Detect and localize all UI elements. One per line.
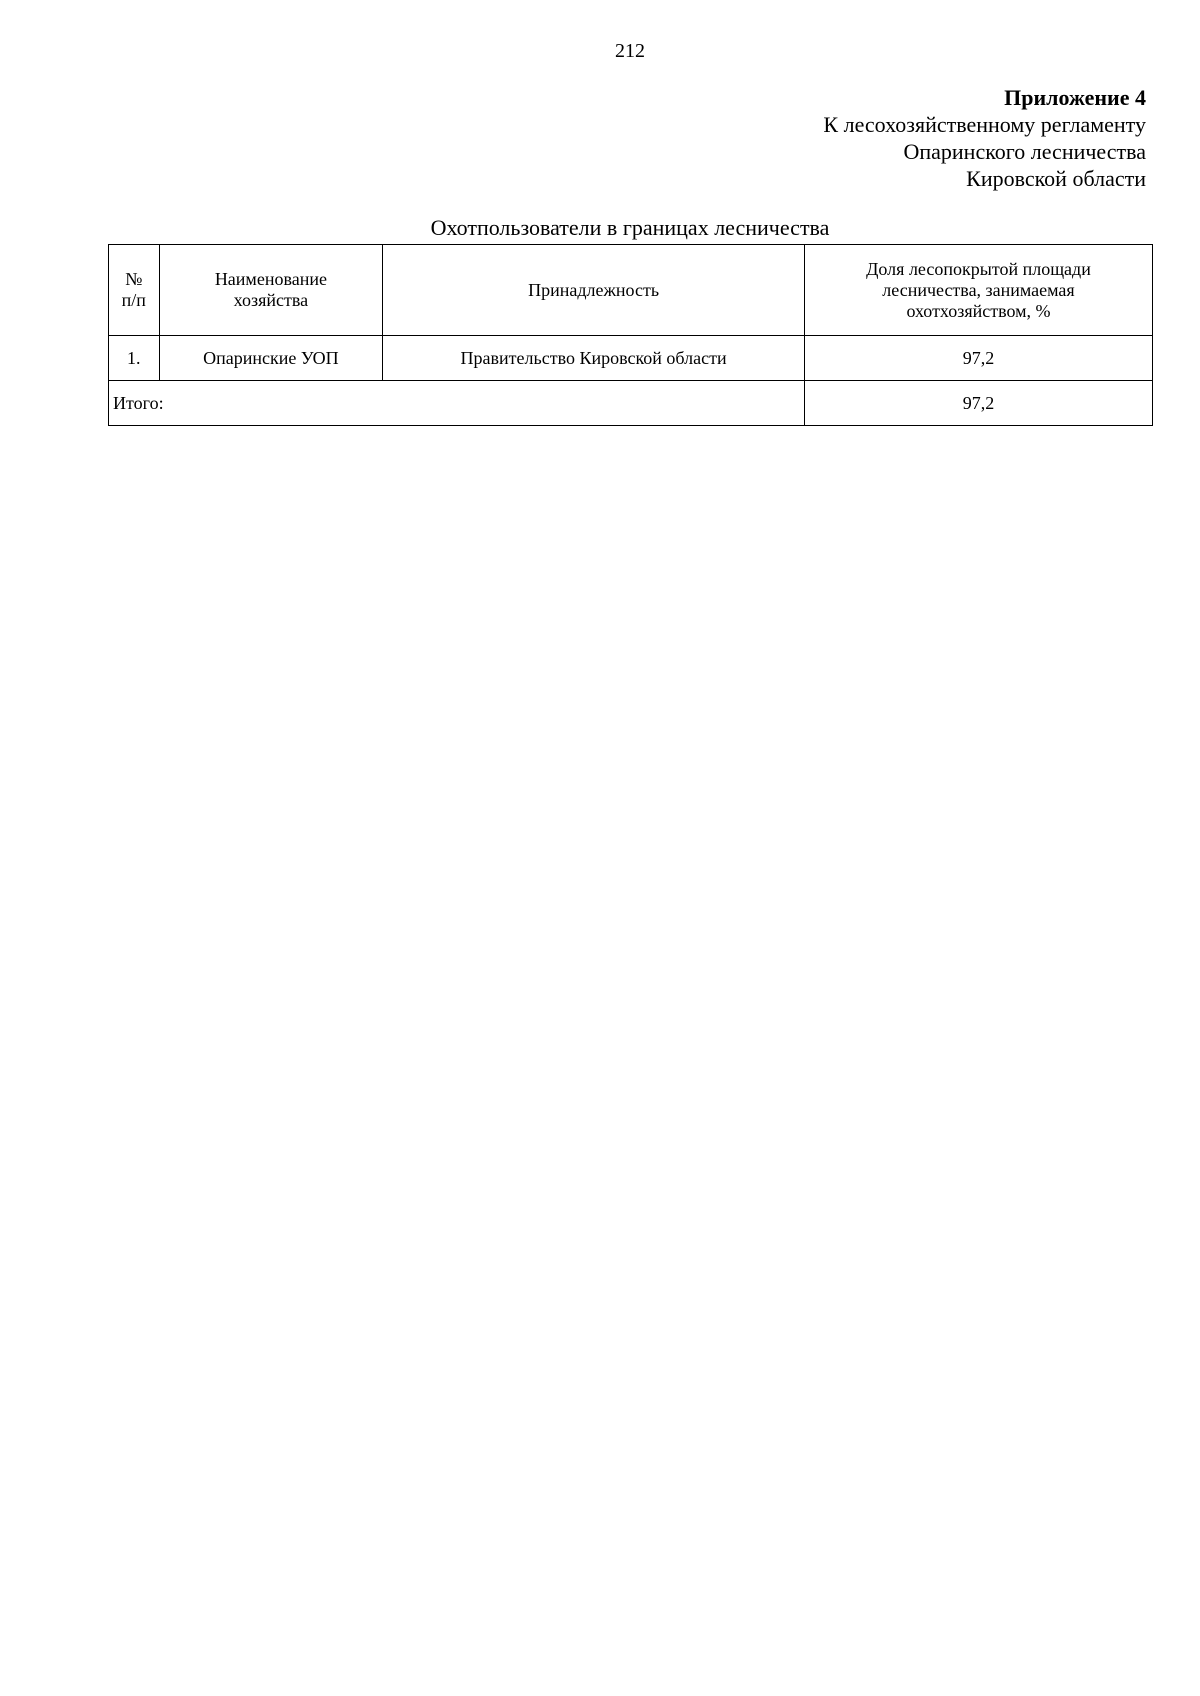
total-value: 97,2 <box>804 381 1152 426</box>
cell-ownership: Правительство Кировской области <box>383 336 805 381</box>
page-number: 212 <box>615 40 645 62</box>
table-caption: Охотпользователи в границах лесничества <box>430 215 830 240</box>
total-label: Итого: <box>109 381 805 426</box>
header-ownership: Принадлежность <box>383 245 805 336</box>
cell-share: 97,2 <box>804 336 1152 381</box>
cell-name: Опаринские УОП <box>159 336 383 381</box>
hunting-users-table <box>108 244 1153 426</box>
header-number: № п/п <box>109 245 160 336</box>
table-header-row <box>109 245 1153 336</box>
appendix-title: Приложение 4 <box>1004 85 1146 110</box>
appendix-line: К лесохозяйственному регламенту <box>823 112 1146 137</box>
header-share: Доля лесопокрытой площади лесничества, занимаемая охотхозяйством, % <box>804 245 1152 336</box>
cell-number: 1. <box>109 336 160 381</box>
appendix-line: Кировской области <box>966 166 1146 191</box>
table-row <box>109 336 1153 381</box>
header-name: Наименование хозяйства <box>159 245 383 336</box>
appendix-header <box>546 84 1146 192</box>
table-total-row <box>109 381 1153 426</box>
appendix-line: Опаринского лесничества <box>903 139 1146 164</box>
